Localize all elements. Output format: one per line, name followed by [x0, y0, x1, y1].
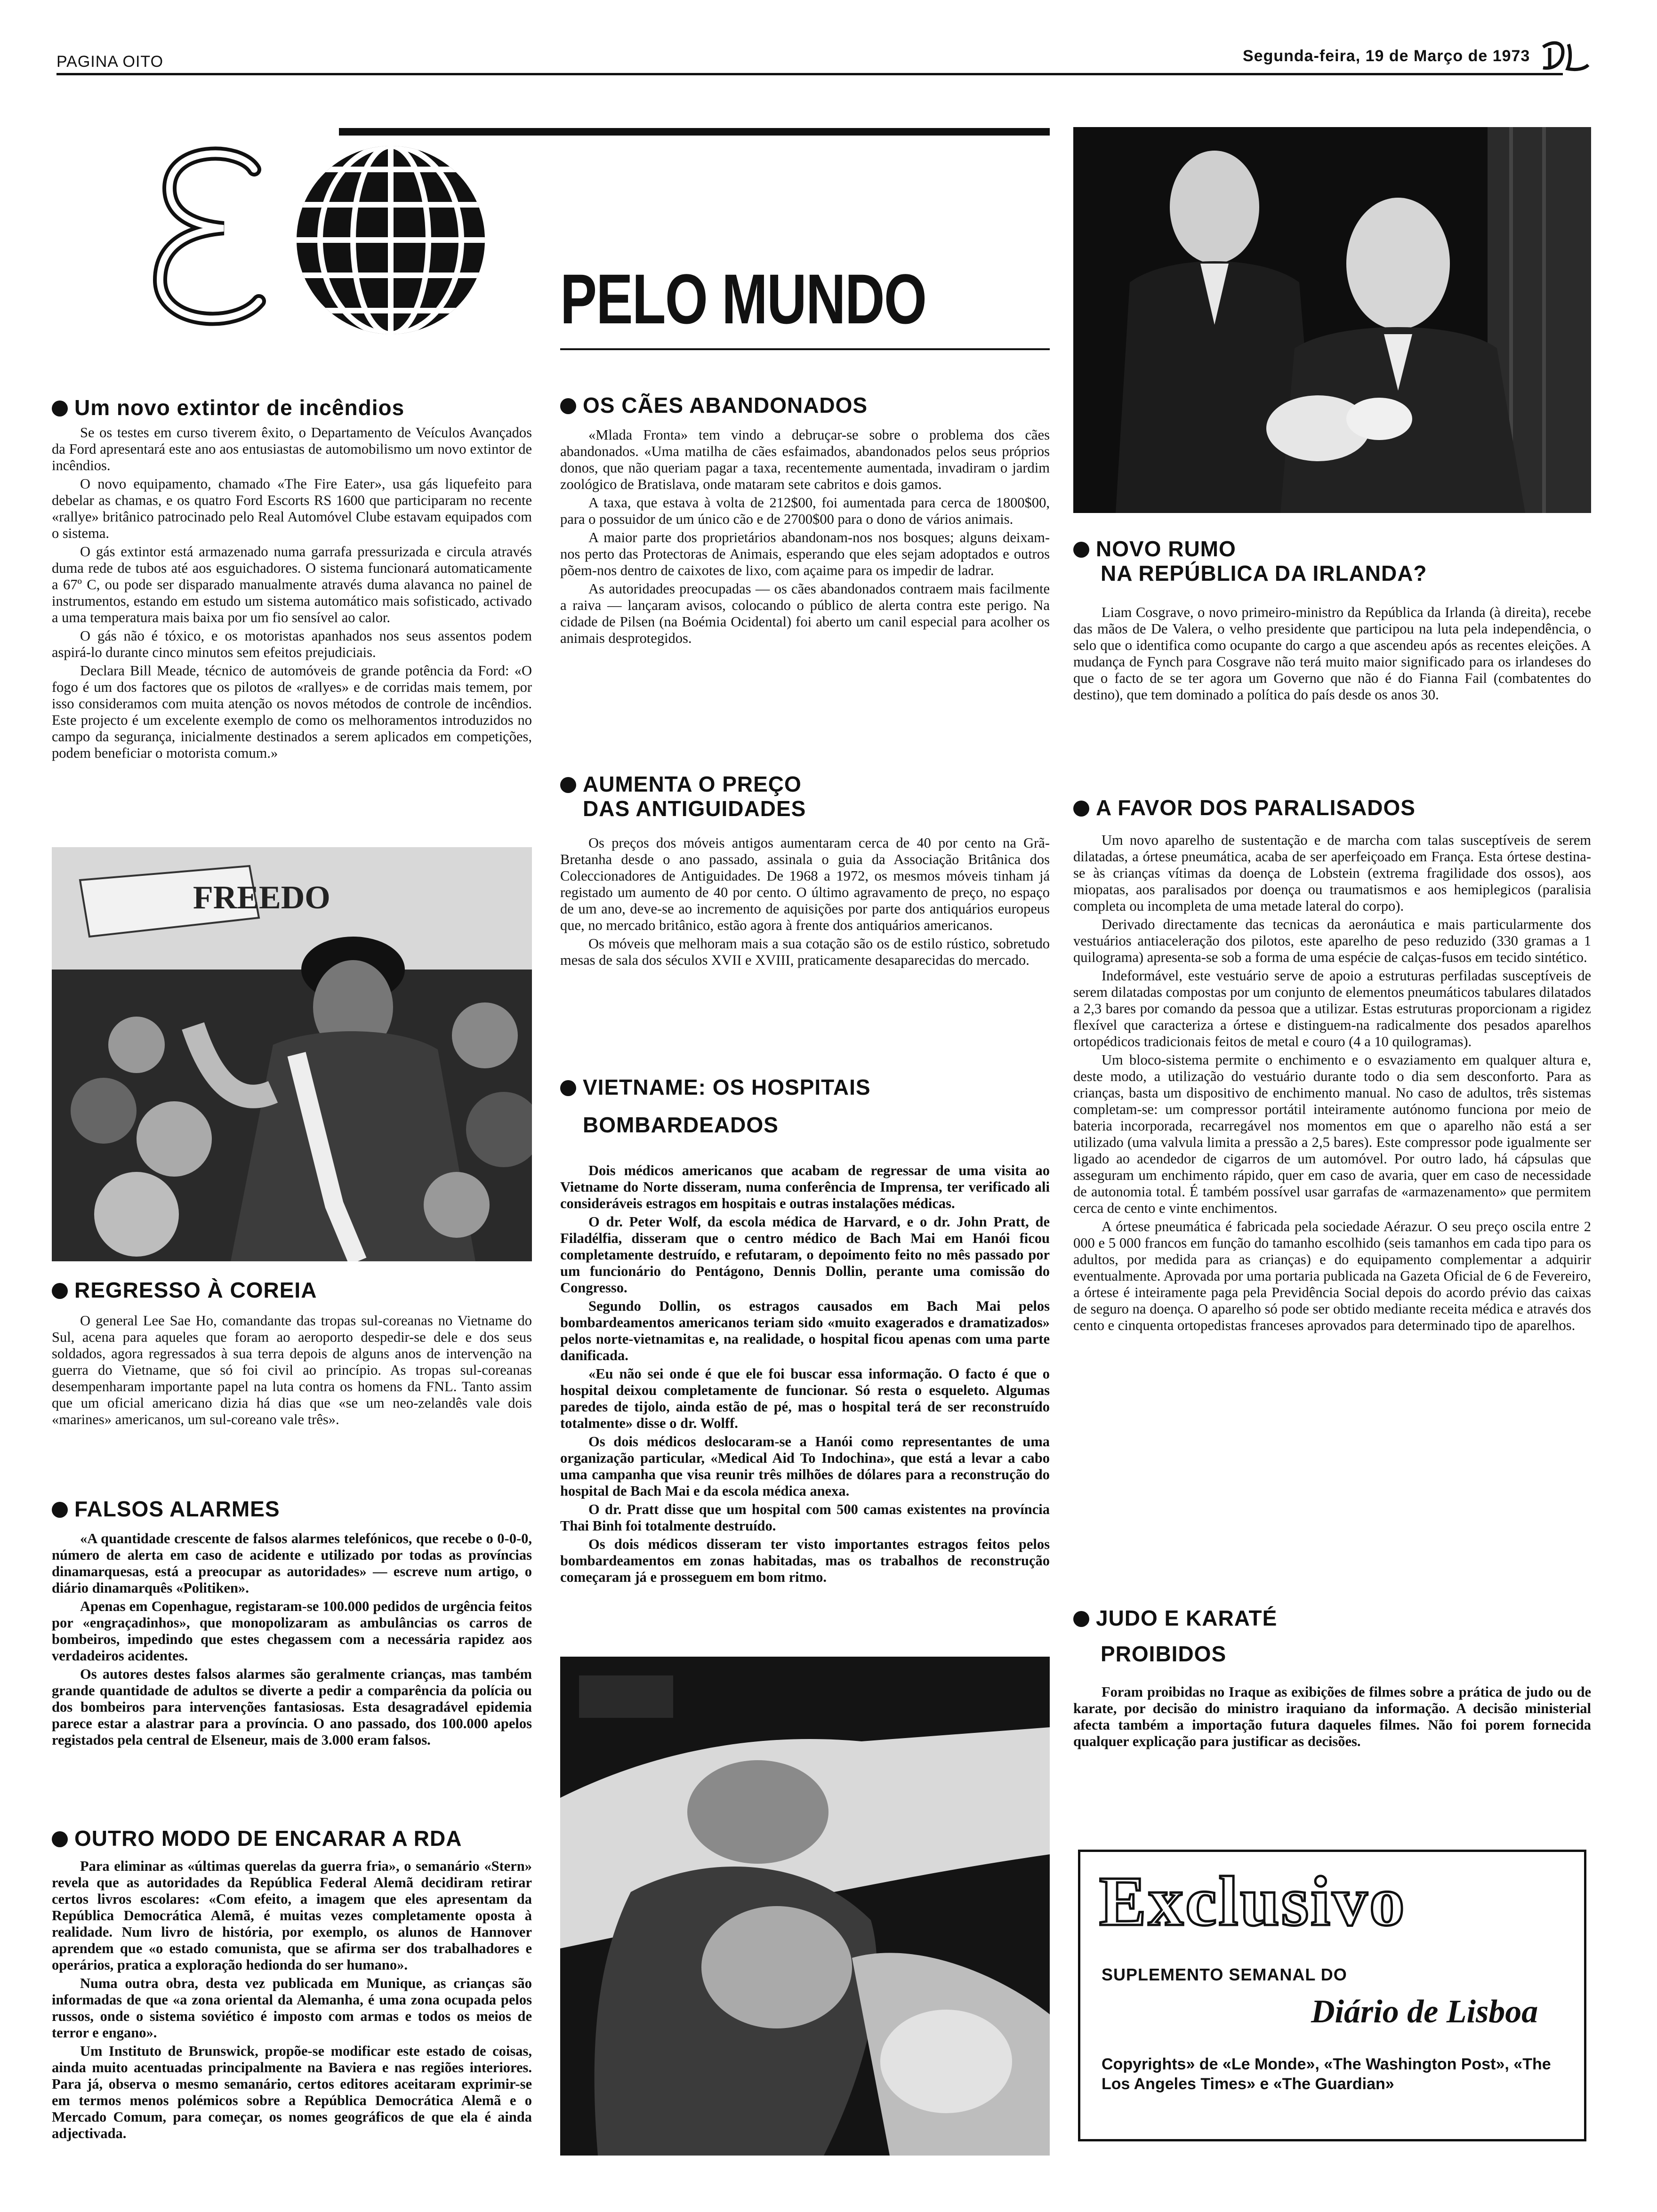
article-alarmes: [52, 1497, 532, 1750]
article-heading: OS CÃES ABANDONADOS: [560, 393, 1050, 417]
issue-date: Segunda-feira, 19 de Março de 1973: [1243, 47, 1530, 65]
article-paralisados: [1073, 795, 1591, 1336]
article-body: Foram proibidas no Iraque as exibições de filmes sobre a prática de judo ou de karate, por decisão do ministro iraquiano da informação. A decisão ministerial afecta também a importação futura daqueles filmes. Não foi porem fornecida qualquer explicação para justificar as decisões.: [1073, 1684, 1591, 1749]
article-body: O general Lee Sae Ho, comandante das tropas sul-coreanas no Vietname do Sul, acena para aqueles que foram ao aeroporto despedir-se dele e dos seus soldados, agora regressados à sua terra depois de alguns anos de intervenção na guerra do Vietname, que só foi civil ao princípio. As tropas sul-coreanas desempenharam importante papel na luta contra os homens da FNL. Tanto assim que um oficial americano dizia há dias que «se um neo-zelandês vale dois «marines» americanos, um sul-coreano vale três».: [52, 1313, 532, 1427]
banner-bottom-rule: [560, 348, 1050, 350]
article-body: Um novo aparelho de sustentação e de marcha com talas susceptíveis de serem dilatadas, a órtese pneumática, acaba de ser aperfeiçoado em França. Esta órtese destina-se às crianças vítimas da doença de Lobstein (extrema fragilidade dos ossos), aos miopatas, aos paralisados por doença ou traumatismos e aos hemiplegicos (paralisia completa ou incompleta de uma metade lateral do corpo). Derivado directamente das tecnicas da aeronáutica e mais particularmente dos vestuários antiaceleração dos pilotos, este aparelho de peso reduzido (330 gramas a 1 quilograma) apresenta-se sob a forma de uma espécie de calças-fusos em tecido sintético. Indeformável, este vestuário serve de apoio a estruturas perfiladas susceptíveis de serem dilatadas compostas por um conjunto de elementos pneumáticos tabulares dilatados a 2,3 bares por comando da pessoa que a utilizar. Estas estruturas proporcionam a rigidez flexível que caracteriza a órtese e distinguem-na radicalmente dos pesados aparelhos ortopédicos tradicionais feitos de metal e couro (4 a 10 quilogramas). Um bloco-sistema permite o enchimento e o esvaziamento em qualquer altura e, deste modo, a utilização do vestuário durante todo o dia sem desconforto. Para as crianças, basta um dispositivo de enchimento manual. No caso de adultos, três sistemas completam-se: um compressor portátil inteiramente autónomo funciona por meio de bateria incorporada, recarregável nos momentos em que o aparelho não está a ser utilizado (uma valvula limita a pressão a 2,5 bares). Este compressor pode igualmente ser ligado ao acendedor de cigarros de um automóvel. Por outro lado, há cápsulas que asseguram um enchimento rápido, quer em caso de avaria, quer em caso de necessidade de autonomia total. É também possível usar garrafas de «armazenamento» que permitem cerca de cento e vinte enchimentos. A órtese pneumática é fabricada pela sociedade Aérazur. O seu preço oscila entre 2 000 e 5 000 francos em função do tamanho escolhido (seis tamanhos em cada tipo para os adultos, por medida para as crianças) e do equipamento complementar a adquirir eventualmente. Aprovada por uma portaria publicada na Gazeta Oficial de 6 de Fevereiro, a órtese é inteiramente paga pela Previdência Social depois do acordo prévio das caixas de seguro na doença. O aparelho só pode ser obtido mediante receita médica e através dos cento e cinquenta ortopedistas franceses aprovados para determinado tipo de aparelhos.: [1073, 832, 1591, 1333]
article-irlanda: [1073, 537, 1591, 705]
article-heading: OUTRO MODO DE ENCARAR A RDA: [52, 1826, 532, 1851]
article-extintor: [52, 395, 532, 763]
photo-korean-general: [52, 847, 532, 1261]
article-judo: [1073, 1600, 1591, 1752]
article-antiguidades: [560, 772, 1050, 970]
exclusivo-copyright: Copyrights» de «Le Monde», «The Washington Post», «The Los Angeles Times» e «The Guardian»: [1102, 2055, 1551, 2093]
exclusivo-subtitle: SUPLEMENTO SEMANAL DO: [1102, 1965, 1347, 1984]
article-heading: Um novo extintor de incêndios: [52, 395, 532, 420]
photo-cosgrave-devalera: [1073, 127, 1591, 513]
article-body: «A quantidade crescente de falsos alarmes telefónicos, que recebe o 0-0-0, número de alerta em caso de acidente e utilizado por todas as províncias dinamarquesas, está a preocupar as autoridades» — escreve num artigo, o diário dinamarquês «Politiken». Apenas em Copenhague, registaram-se 100.000 pedidos de urgência feitos por «engraçadinhos», que monopolizaram as ambulâncias os carros de bombeiros, impedindo que estes chegassem com a necessária rapidez aos verdadeiros acidentes. Os autores destes falsos alarmes são geralmente crianças, mas também grande quantidade de adultos se diverte a pedir a comparência da polícia ou dos bombeiros para intervenções fantasiosas. Esta desagradável epidemia parece estar a alastrar para a província. O ano passado, dos 100.000 apelos registados pela central de Elseneur, mais de 3.000 eram falsos.: [52, 1531, 532, 1748]
photo-hospital: [560, 1657, 1050, 2156]
article-body: Os preços dos móveis antigos aumentaram cerca de 40 por cento na Grã-Bretanha desde o ano passado, assinala o guia da Associação Britânica dos Coleccionadores de Antiguidades. De 1968 a 1972, os mesmos móveis tinham já registado um aumento de 40 por cento. O último agravamento de preço, no espaço de um ano, deve-se ao incremento de aquisições por parte dos antiquários europeus que, no mercado britânico, estão agora à frente dos antiquários americanos. Os móveis que melhoram mais a sua cotação são os de estilo rústico, sobretudo mesas de sala dos séculos XVII e XVIII, praticamente desaparecidas do mercado.: [560, 835, 1050, 968]
article-vietname: [560, 1068, 1050, 1587]
article-body: Liam Cosgrave, o novo primeiro-ministro da República da Irlanda (à direita), recebe das mãos de De Valera, o velho presidente que participou na luta pela independência, o selo que o identifica como ocupante do cargo a que ascendeu após as recentes eleições. A mudança de Fynch para Cosgrave não terá muito maior significado para os irlandeses do que o facto de se ter agora um Governo que não é do Fianna Fail (combatentes do destino), que tem dominado a política do país desde os anos 30.: [1073, 604, 1591, 703]
article-coreia: [52, 1278, 532, 1430]
article-heading: REGRESSO À COREIA: [52, 1278, 532, 1302]
article-heading: FALSOS ALARMES: [52, 1497, 532, 1521]
newspaper-logo: [1539, 39, 1591, 76]
article-caes: [560, 393, 1050, 649]
exclusivo-box: [1078, 1850, 1586, 2141]
svg-text:E: E: [141, 136, 142, 137]
article-body: Se os testes em curso tiverem êxito, o Departamento de Veículos Avançados da Ford apresentará este ano aos entusiastas de automobilismo um novo extintor de incêndios. O novo equipamento, chamado «The Fire Eater», usa gás liquefeito para debelar as chamas, e os quatro Ford Escorts RS 1600 que participaram no recente «rallye» britânico patrocinado pelo Real Automóvel Clube estavam equipados com o sistema. O gás extintor está armazenado numa garrafa pressurizada e circula através duma rede de tubos até aos esguichadores. O sistema funcionará automaticamente a 67º C, ou pode ser disparado manualmente através duma alavanca no painel de instrumentos, estando em estudo um sistema automático mais sofisticado, activado a uma temperatura mais baixa por um fio sensível ao calor. O gás não é tóxico, e os motoristas apanhados nos seus assentos podem aspirá-lo durante cinco minutos sem efeitos prejudiciais. Declara Bill Meade, técnico de automóveis de grande potência da Ford: «O fogo é um dos factores que os pilotos de «rallyes» e de corridas mais temem, por isso consideramos com muita atenção os novos métodos de controle de incêndios. Este projecto é um excelente exemplo de como os melhoramentos introduzidos no campo da segurança, inicialmente destinados a serem aplicados em competições, podem beneficiar o motorista comum.»: [52, 425, 532, 761]
svg-text:FREEDO: FREEDO: [193, 880, 330, 916]
article-heading: AUMENTA O PREÇO DAS ANTIGUIDADES: [560, 772, 1050, 821]
article-rda: [52, 1826, 532, 2144]
article-heading: JUDO E KARATÉ PROIBIDOS: [1073, 1600, 1591, 1672]
exclusivo-title: Exclusivo: [1099, 1862, 1407, 1940]
header-rule: [56, 73, 1563, 75]
exclusivo-paper: Diário de Lisboa: [1311, 1994, 1538, 2030]
banner-top-rule: [339, 128, 1050, 136]
article-body: «Mlada Fronta» tem vindo a debruçar-se sobre o problema dos cães abandonados. «Uma matilha de cães esfaimados, abandonados pelos seus próprios donos, que não queriam pagar a taxa, recentemente aumentada, invadiram o jardim zoológico de Bratislava, onde mataram sete cabritos e dois gamos. A taxa, que estava à volta de 212$00, foi aumentada para cerca de 1800$00, para o possuidor de um único cão e de 2700$00 para o dono de vários animais. A maior parte dos proprietários abandonam-nos nos bosques; alguns deixam-nos perto das Protectoras de Animais, esperando que eles sejam adoptados e outros põem-nos dentro de caixotes de lixo, com açaime para os impedir de ladrar. As autoridades preocupadas — os cães abandonados contraem mais facilmente a raiva — lançaram avisos, colocando o público de alerta contra este perigo. Na cidade de Pilsen (na Boémia Ocidental) foi aberto um canil especial para acolher os animais desprotegidos.: [560, 427, 1050, 646]
globe-icon: [292, 141, 490, 339]
section-title: PELO MUNDO: [560, 259, 926, 338]
article-body: Dois médicos americanos que acabam de regressar de uma visita ao Vietname do Norte disseram, numa conferência de Imprensa, ter verificado ali consideráveis estragos em hospitais e outras instalações médicas. O dr. Peter Wolf, da escola médica de Harvard, e o dr. John Pratt, de Filadélfia, disseram que o centro médico de Bach Mai em Hanói ficou completamente destruído, e refutaram, o depoimento feito no mês passado por um funcionário do Pentágono, Dennis Dollin, perante uma comissão do Congresso. Segundo Dollin, os estragos causados em Bach Mai pelos bombardeamentos americanos teriam sido «muito exagerados e dramatizados» pelos norte-vietnamitas e, na realidade, o hospital ficou apenas com uma parte danificada. «Eu não sei onde é que ele foi buscar essa informação. O facto é que o hospital deixou completamente de funcionar. Só resta o esqueleto. Algumas paredes de tijolo, ainda estão de pé, mas o hospital terá de ser reconstruído totalmente» disse o dr. Wolff. Os dois médicos deslocaram-se a Hanói como representantes de uma organização particular, «Medical Aid To Indochina», que está a levar a cabo uma campanha que visa reunir três milhões de dólares para a reconstrução do hospital de Bach Mai e da escola médica anexa. O dr. Pratt disse que um hospital com 500 camas existentes na província Thai Binh foi totalmente destruído. Os dois médicos disseram ter visto importantes estragos feitos pelos bombardeamentos em zonas habitadas, mas os trabalhos de reconstrução começaram já e prosseguem em bom ritmo.: [560, 1162, 1050, 1585]
article-heading: A FAVOR DOS PARALISADOS: [1073, 795, 1591, 820]
section-letter-e: [141, 136, 287, 334]
article-body: Para eliminar as «últimas querelas da guerra fria», o semanário «Stern» revela que as autoridades da República Federal Alemã decidiram retirar certos livros escolares: «Com efeito, a imagem que eles apresentam da República Democrática Alemã, é muitas vezes completamente oposta à realidade. Num livro de história, por exemplo, os alunos de Hannover aprendem que «o estado comunista, que se afirma ser dos trabalhadores e operários, pratica a exploração hedionda do ser humano». Numa outra obra, desta vez publicada em Munique, as crianças são informadas de que «a zona oriental da Alemanha, é uma zona ocupada pelos russos, onde o sistema soviético é imposto com armas e todos os meios de terror e engano». Um Instituto de Brunswick, propõe-se modificar este estado de coisas, ainda muito acentuadas principalmente na Baviera e nas regiões interiores. Para já, observa o mesmo semanário, certos editores aceitaram exprimir-se em termos menos polémicos sobre a República Democrática Alemã e o Mercado Comum, para começar, os nomes geográficos de que ela é ainda adjectivada.: [52, 1858, 532, 2141]
article-heading: NOVO RUMO NA REPÚBLICA DA IRLANDA?: [1073, 537, 1591, 585]
article-heading: VIETNAME: OS HOSPITAIS BOMBARDEADOS: [560, 1068, 1050, 1144]
page-label: PAGINA OITO: [56, 53, 164, 71]
